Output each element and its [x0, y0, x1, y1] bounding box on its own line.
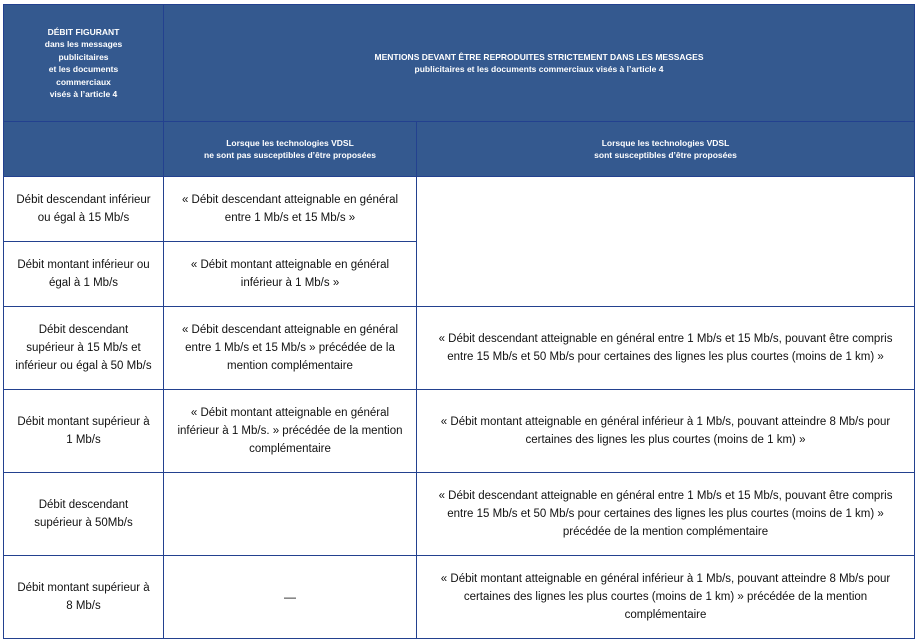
header-debit-line: commerciaux [56, 76, 111, 87]
header-debit-line: publicitaires [58, 51, 109, 62]
header-debit-line: et les documents [48, 64, 119, 74]
vdsl-cell [417, 390, 915, 473]
debit-line: 8 Mb/s [66, 600, 101, 612]
vdsl-cell [417, 556, 915, 639]
dash-placeholder: — [284, 590, 296, 604]
mention-line: précédée de la mention complémentaire [562, 526, 769, 538]
header-no-vdsl-line: ne sont pas susceptibles d’être proposées [204, 150, 376, 160]
debit-line: Débit descendant [38, 324, 129, 336]
mentions-table [3, 4, 915, 639]
header-no-vdsl-cell [164, 122, 417, 177]
no-vdsl-cell [164, 242, 417, 307]
header-mentions-cell [164, 5, 915, 122]
debit-line: Débit descendant [38, 499, 129, 511]
mention-line: complémentaire [624, 609, 707, 621]
header-mentions-title: MENTIONS DEVANT ÊTRE REPRODUITES STRICTEMENT DANS LES MESSAGES [374, 51, 704, 62]
no-vdsl-cell [164, 177, 417, 242]
mention-line: inférieur à 1 Mb/s. » précédée de la mention [177, 425, 403, 437]
debit-line: Débit montant supérieur à [17, 582, 150, 594]
no-vdsl-empty-cell [164, 473, 417, 556]
mention-line: entre 1 Mb/s et 15 Mb/s » [224, 212, 356, 224]
header-vdsl-cell [417, 122, 915, 177]
debit-cell [4, 473, 164, 556]
header-debit-line: DÉBIT FIGURANT [47, 26, 120, 37]
mention-line: certaines des lignes les plus courtes (moins de 1 km) » précédée de la mention [463, 591, 868, 603]
header-mentions-subtitle: publicitaires et les documents commerciaux visés à l’article 4 [414, 64, 664, 74]
mention-line: entre 1 Mb/s et 15 Mb/s » précédée de la [185, 342, 395, 354]
table-row [4, 556, 915, 639]
header-row-1 [4, 5, 915, 122]
header-empty-cell [4, 122, 164, 177]
mention-line: mention complémentaire [227, 360, 353, 372]
no-vdsl-cell [164, 556, 417, 639]
table-row [4, 473, 915, 556]
debit-line: supérieur à 50Mb/s [34, 517, 133, 529]
debit-line: Débit montant inférieur ou [17, 259, 150, 271]
mention-line: inférieur à 1 Mb/s » [240, 277, 340, 289]
debit-cell [4, 390, 164, 473]
debit-cell [4, 556, 164, 639]
vdsl-empty-cell [417, 177, 915, 307]
vdsl-cell [417, 473, 915, 556]
mention-line: entre 15 Mb/s et 50 Mb/s pour certaines des lignes les plus courtes (moins de 1 km) » [447, 351, 884, 363]
mention-line: « Débit montant atteignable en général [190, 407, 390, 419]
mention-line: entre 15 Mb/s et 50 Mb/s pour certaines des lignes les plus courtes (moins de 1 km) » [447, 508, 884, 520]
mention-line: « Débit montant atteignable en général inférieur à 1 Mb/s, pouvant atteindre 8 Mb/s pour [440, 573, 891, 585]
mention-line: « Débit descendant atteignable en général entre 1 Mb/s et 15 Mb/s, pouvant être compris [438, 490, 893, 502]
header-vdsl-line: sont susceptibles d’être proposées [594, 150, 737, 160]
mention-line: « Débit descendant atteignable en général [181, 194, 399, 206]
table-row [4, 307, 915, 390]
debit-line: ou égal à 15 Mb/s [37, 212, 130, 224]
debit-line: supérieur à 15 Mb/s et [26, 342, 141, 354]
header-row-2 [4, 122, 915, 177]
debit-line: 1 Mb/s [66, 434, 101, 446]
debit-cell [4, 242, 164, 307]
mention-line: certaines des lignes les plus courtes (moins de 1 km) » [525, 434, 806, 446]
mention-line: « Débit descendant atteignable en général entre 1 Mb/s et 15 Mb/s, pouvant être compris [438, 333, 893, 345]
mention-line: complémentaire [249, 443, 331, 455]
vdsl-cell [417, 307, 915, 390]
debit-line: inférieur ou égal à 50 Mb/s [15, 360, 152, 372]
header-no-vdsl-line: Lorsque les technologies VDSL [226, 137, 354, 148]
header-debit-line: visés à l’article 4 [49, 89, 118, 99]
debit-line: égal à 1 Mb/s [48, 277, 119, 289]
mention-line: « Débit montant atteignable en général inférieur à 1 Mb/s, pouvant atteindre 8 Mb/s pour [440, 416, 891, 428]
no-vdsl-cell [164, 307, 417, 390]
table-row [4, 177, 915, 242]
header-debit-cell [4, 5, 164, 122]
debit-line: Débit descendant inférieur [16, 194, 151, 206]
header-vdsl-line: Lorsque les technologies VDSL [601, 137, 730, 148]
debit-line: Débit montant supérieur à [17, 416, 150, 428]
table-row [4, 390, 915, 473]
debit-cell [4, 177, 164, 242]
header-debit-line: dans les messages [44, 39, 123, 49]
mention-line: « Débit montant atteignable en général [190, 259, 390, 271]
no-vdsl-cell [164, 390, 417, 473]
mention-line: « Débit descendant atteignable en général [181, 324, 399, 336]
debit-cell [4, 307, 164, 390]
